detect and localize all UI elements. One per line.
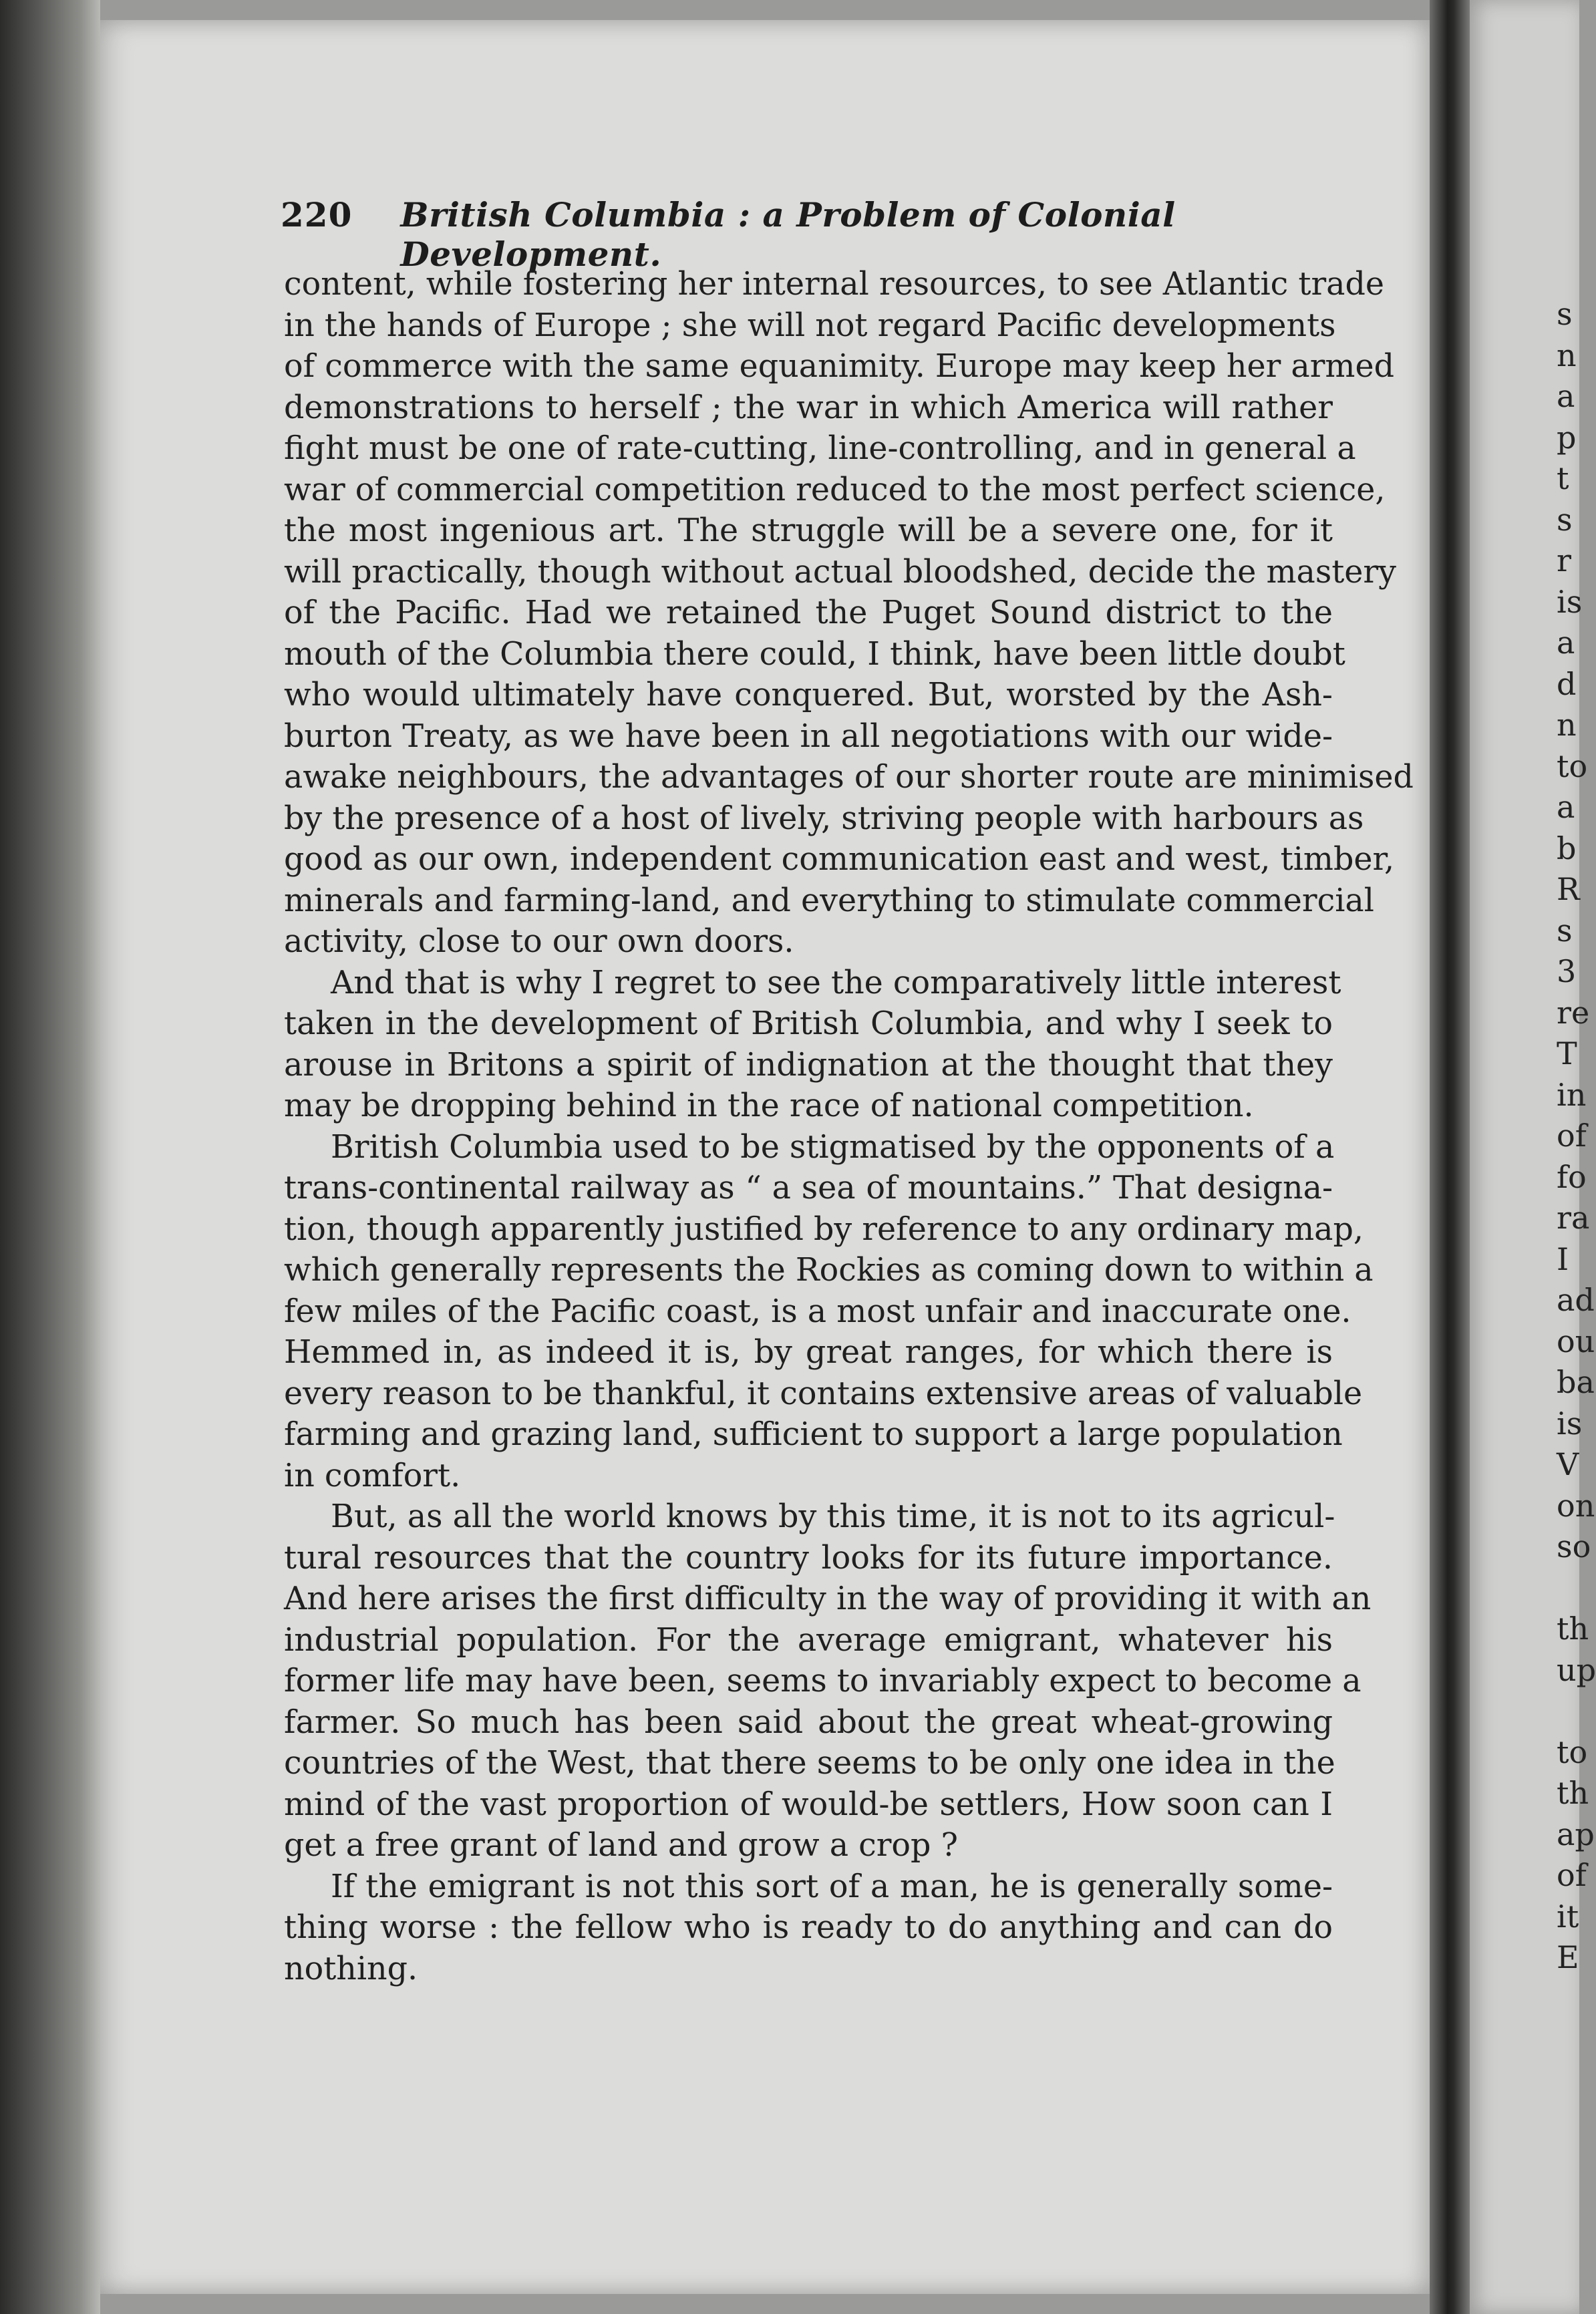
facing-page-fragment: on (1557, 1487, 1595, 1524)
page-header (281, 195, 1336, 274)
text-line: But, as all the world knows by this time, it is not to its agricul- (331, 1498, 1335, 1535)
text-line: get a free grant of land and grow a crop ? (284, 1827, 959, 1864)
facing-page-fragment: I (1557, 1241, 1569, 1277)
facing-page-fragment: V (1557, 1446, 1579, 1482)
facing-page-fragment: to (1557, 748, 1588, 784)
facing-page-fragment: s (1557, 501, 1573, 538)
text-line: awake neighbours, the advantages of our shorter route are minimised (284, 759, 1414, 796)
paragraph (284, 1127, 1374, 1497)
text-line: tion, though apparently justified by reference to any ordinary map, (284, 1210, 1364, 1248)
text-line: content, while fostering her internal resources, to see Atlantic trade (284, 266, 1384, 303)
facing-page-fragment: s (1557, 296, 1573, 332)
text-line: in the hands of Europe ; she will not regard Pacific developments (284, 307, 1336, 344)
text-line: fight must be one of rate-cutting, line-controlling, and in general a (284, 430, 1356, 467)
text-line: And that is why I regret to see the comparatively little interest (331, 964, 1341, 1001)
text-line: mind of the vast proportion of would-be settlers, How soon can I (284, 1786, 1333, 1823)
facing-page-fragment: re (1557, 994, 1590, 1031)
facing-page-fragment: it (1557, 1898, 1579, 1935)
text-line: countries of the West, that there seems to be only one idea in the (284, 1745, 1335, 1782)
facing-page-fragment: ra (1557, 1200, 1590, 1236)
facing-page-fragment: n (1557, 337, 1577, 373)
facing-page-text-fragments (1557, 294, 1596, 1979)
text-line: which generally represents the Rockies as coming down to within a (284, 1252, 1374, 1289)
facing-page-fragment: r (1557, 542, 1571, 578)
text-line: of commerce with the same equanimity. Europe may keep her armed (284, 348, 1394, 385)
paragraph (284, 963, 1341, 1127)
text-line: British Columbia used to be stigmatised by the opponents of a (331, 1128, 1335, 1166)
facing-page-fragment: t (1557, 460, 1569, 496)
facing-page-fragment: fo (1557, 1158, 1587, 1195)
text-line: war of commercial competition reduced to the most perfect science, (284, 471, 1386, 508)
left-binding-edge (0, 0, 100, 2314)
text-line: every reason to be thankful, it contains extensive areas of valuable (284, 1375, 1363, 1412)
text-line: the most ingenious art. The struggle will be a severe one, for it (284, 512, 1333, 549)
text-line: minerals and farming-land, and everything to stimulate commercial (284, 882, 1374, 919)
center-gutter (1430, 0, 1470, 2314)
text-line: demonstrations to herself ; the war in which America will rather (284, 389, 1333, 426)
text-line: by the presence of a host of lively, striving people with harbours as (284, 800, 1364, 837)
facing-page-fragment: up (1557, 1651, 1596, 1688)
text-line: may be dropping behind in the race of national competition. (284, 1088, 1254, 1124)
text-line: And here arises the first difficulty in the way of providing it with an (284, 1581, 1372, 1617)
facing-page-fragment: in (1557, 1076, 1587, 1113)
paragraph (284, 264, 1414, 963)
facing-page-fragment: of (1557, 1118, 1587, 1154)
facing-page-fragment: th (1557, 1775, 1589, 1811)
text-line: will practically, though without actual bloodshed, decide the mastery (284, 553, 1396, 591)
text-line: of the Pacific. Had we retained the Puget Sound district to the (284, 595, 1333, 631)
facing-page-fragment: so (1557, 1528, 1591, 1564)
paragraph (284, 1496, 1372, 1866)
text-line: good as our own, independent communication east and west, timber, (284, 841, 1395, 878)
text-line: activity, close to our own doors. (284, 923, 794, 960)
paragraph (284, 1866, 1333, 1990)
text-line: taken in the development of British Columbia, and why I seek to (284, 1005, 1333, 1042)
facing-page-fragment: of (1557, 1857, 1587, 1893)
text-line: few miles of the Pacific coast, is a most unfair and inaccurate one. (284, 1293, 1351, 1330)
text-line: tural resources that the country looks for its future importance. (284, 1539, 1333, 1577)
text-line: industrial population. For the average emigrant, whatever his (284, 1621, 1333, 1659)
facing-page-fragment: 3 (1557, 953, 1577, 989)
facing-page-fragment: a (1557, 625, 1575, 661)
text-line: thing worse : the fellow who is ready to do anything and can do (284, 1909, 1333, 1946)
facing-page-fragment: th (1557, 1611, 1589, 1647)
facing-page-fragment: a (1557, 789, 1575, 825)
facing-page-fragment: n (1557, 707, 1577, 743)
facing-page-fragment: ou (1557, 1323, 1595, 1359)
text-line: If the emigrant is not this sort of a man, he is generally some- (331, 1868, 1333, 1905)
facing-page-fragment: ap (1557, 1816, 1595, 1852)
facing-page-fragment: b (1557, 830, 1577, 866)
facing-page-fragment: T (1557, 1035, 1577, 1071)
facing-page-fragment: ba (1557, 1364, 1595, 1400)
running-title: British Columbia : a Problem of Colonial Development. (400, 195, 1176, 274)
text-line: farmer. So much has been said about the great wheat-growing (284, 1703, 1333, 1741)
text-line: arouse in Britons a spirit of indignation at the thought that they (284, 1046, 1333, 1084)
facing-page-fragment: p (1557, 419, 1577, 456)
facing-page-fragment: E (1557, 1939, 1579, 1975)
text-line: trans-continental railway as “ a sea of mountains.” That designa- (284, 1170, 1333, 1206)
facing-page-fragment: a (1557, 378, 1575, 414)
body-text (284, 264, 1414, 1989)
page-number: 220 (281, 195, 353, 234)
facing-page-fragment (1557, 1568, 1579, 1609)
facing-page-fragment: is (1557, 583, 1583, 620)
text-line: who would ultimately have conquered. But, worsted by the Ash- (284, 677, 1333, 713)
text-line: Hemmed in, as indeed it is, by great ranges, for which there is (284, 1334, 1333, 1371)
facing-page-fragment: s (1557, 912, 1573, 949)
text-line: burton Treaty, as we have been in all negotiations with our wide- (284, 717, 1333, 755)
facing-page-fragment: d (1557, 665, 1577, 702)
text-line: nothing. (284, 1950, 418, 1987)
facing-page-fragment: R (1557, 871, 1580, 907)
facing-page-fragment: ad (1557, 1282, 1595, 1318)
text-line: former life may have been, seems to invariably expect to become a (284, 1663, 1362, 1699)
text-line: farming and grazing land, sufficient to support a large population (284, 1416, 1343, 1453)
text-line: in comfort. (284, 1457, 461, 1494)
facing-page-fragment: is (1557, 1405, 1583, 1442)
facing-page-fragment: to (1557, 1733, 1588, 1770)
facing-page-fragment (1557, 1691, 1579, 1732)
text-line: mouth of the Columbia there could, I think, have been little doubt (284, 635, 1345, 673)
